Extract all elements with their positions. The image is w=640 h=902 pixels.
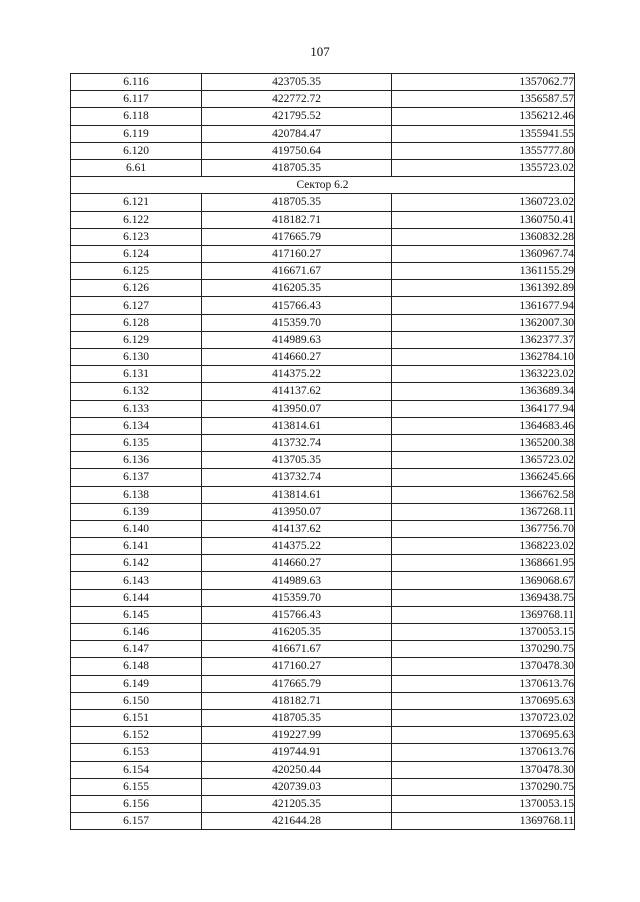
point-number-cell: 6.150	[71, 692, 202, 709]
table-row	[71, 795, 575, 812]
sector-label: Сектор 6.2	[71, 177, 575, 194]
point-number-cell: 6.151	[71, 709, 202, 726]
point-number-cell: 6.127	[71, 297, 202, 314]
y-coordinate-cell: 1356587.57	[392, 91, 575, 108]
table-row	[71, 331, 575, 348]
x-coordinate-cell: 418705.35	[202, 709, 392, 726]
y-coordinate-cell: 1360750.41	[392, 211, 575, 228]
point-number-cell: 6.123	[71, 228, 202, 245]
x-coordinate-cell: 417160.27	[202, 245, 392, 262]
x-coordinate-cell: 414660.27	[202, 349, 392, 366]
point-number-cell: 6.138	[71, 486, 202, 503]
y-coordinate-cell: 1370290.75	[392, 641, 575, 658]
y-coordinate-cell: 1367268.11	[392, 503, 575, 520]
table-row	[71, 434, 575, 451]
table-row	[71, 383, 575, 400]
point-number-cell: 6.137	[71, 469, 202, 486]
point-number-cell: 6.145	[71, 606, 202, 623]
y-coordinate-cell: 1365723.02	[392, 452, 575, 469]
x-coordinate-cell: 414989.63	[202, 331, 392, 348]
point-number-cell: 6.135	[71, 434, 202, 451]
table-row	[71, 74, 575, 91]
table-row	[71, 452, 575, 469]
y-coordinate-cell: 1357062.77	[392, 74, 575, 91]
point-number-cell: 6.118	[71, 108, 202, 125]
y-coordinate-cell: 1364177.94	[392, 400, 575, 417]
table-body-after-sector	[71, 194, 575, 830]
x-coordinate-cell: 413950.07	[202, 503, 392, 520]
table-row	[71, 709, 575, 726]
point-number-cell: 6.124	[71, 245, 202, 262]
table-row	[71, 417, 575, 434]
x-coordinate-cell: 414137.62	[202, 383, 392, 400]
point-number-cell: 6.155	[71, 778, 202, 795]
point-number-cell: 6.129	[71, 331, 202, 348]
table-row	[71, 469, 575, 486]
table-row	[71, 125, 575, 142]
point-number-cell: 6.152	[71, 727, 202, 744]
table-row	[71, 91, 575, 108]
x-coordinate-cell: 416671.67	[202, 641, 392, 658]
table-row	[71, 297, 575, 314]
point-number-cell: 6.136	[71, 452, 202, 469]
x-coordinate-cell: 414660.27	[202, 555, 392, 572]
y-coordinate-cell: 1362377.37	[392, 331, 575, 348]
point-number-cell: 6.153	[71, 744, 202, 761]
point-number-cell: 6.116	[71, 74, 202, 91]
x-coordinate-cell: 420739.03	[202, 778, 392, 795]
y-coordinate-cell: 1369768.11	[392, 813, 575, 830]
x-coordinate-cell: 418182.71	[202, 211, 392, 228]
table-row	[71, 520, 575, 537]
y-coordinate-cell: 1368223.02	[392, 538, 575, 555]
y-coordinate-cell: 1370053.15	[392, 795, 575, 812]
x-coordinate-cell: 413705.35	[202, 452, 392, 469]
y-coordinate-cell: 1361392.89	[392, 280, 575, 297]
table-body-before-sector	[71, 74, 575, 177]
point-number-cell: 6.143	[71, 572, 202, 589]
point-number-cell: 6.122	[71, 211, 202, 228]
point-number-cell: 6.157	[71, 813, 202, 830]
y-coordinate-cell: 1363689.34	[392, 383, 575, 400]
table-row	[71, 727, 575, 744]
x-coordinate-cell: 419744.91	[202, 744, 392, 761]
y-coordinate-cell: 1369438.75	[392, 589, 575, 606]
sector-header-body	[71, 177, 575, 194]
point-number-cell: 6.148	[71, 658, 202, 675]
x-coordinate-cell: 414375.22	[202, 366, 392, 383]
x-coordinate-cell: 417665.79	[202, 228, 392, 245]
x-coordinate-cell: 413814.61	[202, 486, 392, 503]
table-row	[71, 658, 575, 675]
x-coordinate-cell: 414375.22	[202, 538, 392, 555]
point-number-cell: 6.126	[71, 280, 202, 297]
point-number-cell: 6.149	[71, 675, 202, 692]
x-coordinate-cell: 415359.70	[202, 589, 392, 606]
point-number-cell: 6.144	[71, 589, 202, 606]
y-coordinate-cell: 1362784.10	[392, 349, 575, 366]
x-coordinate-cell: 414137.62	[202, 520, 392, 537]
x-coordinate-cell: 417665.79	[202, 675, 392, 692]
y-coordinate-cell: 1361677.94	[392, 297, 575, 314]
y-coordinate-cell: 1370290.75	[392, 778, 575, 795]
y-coordinate-cell: 1370053.15	[392, 624, 575, 641]
y-coordinate-cell: 1370695.63	[392, 727, 575, 744]
table-row	[71, 400, 575, 417]
x-coordinate-cell: 417160.27	[202, 658, 392, 675]
table-row	[71, 366, 575, 383]
x-coordinate-cell: 416205.35	[202, 624, 392, 641]
y-coordinate-cell: 1370478.30	[392, 761, 575, 778]
table-row	[71, 211, 575, 228]
y-coordinate-cell: 1370695.63	[392, 692, 575, 709]
table-row	[71, 228, 575, 245]
y-coordinate-cell: 1367756.70	[392, 520, 575, 537]
y-coordinate-cell: 1365200.38	[392, 434, 575, 451]
x-coordinate-cell: 420784.47	[202, 125, 392, 142]
table-row	[71, 486, 575, 503]
y-coordinate-cell: 1370613.76	[392, 675, 575, 692]
point-number-cell: 6.125	[71, 263, 202, 280]
y-coordinate-cell: 1355723.02	[392, 159, 575, 176]
table-row	[71, 503, 575, 520]
x-coordinate-cell: 415766.43	[202, 606, 392, 623]
table-row	[71, 194, 575, 211]
y-coordinate-cell: 1369068.67	[392, 572, 575, 589]
y-coordinate-cell: 1356212.46	[392, 108, 575, 125]
x-coordinate-cell: 422772.72	[202, 91, 392, 108]
table-row	[71, 349, 575, 366]
point-number-cell: 6.146	[71, 624, 202, 641]
y-coordinate-cell: 1366245.66	[392, 469, 575, 486]
y-coordinate-cell: 1361155.29	[392, 263, 575, 280]
point-number-cell: 6.120	[71, 142, 202, 159]
point-number-cell: 6.133	[71, 400, 202, 417]
table-row	[71, 744, 575, 761]
point-number-cell: 6.132	[71, 383, 202, 400]
x-coordinate-cell: 413732.74	[202, 434, 392, 451]
y-coordinate-cell: 1360967.74	[392, 245, 575, 262]
point-number-cell: 6.128	[71, 314, 202, 331]
y-coordinate-cell: 1368661.95	[392, 555, 575, 572]
table-row	[71, 606, 575, 623]
table-row	[71, 280, 575, 297]
point-number-cell: 6.134	[71, 417, 202, 434]
point-number-cell: 6.130	[71, 349, 202, 366]
table-row	[71, 692, 575, 709]
table-row	[71, 108, 575, 125]
table-row	[71, 641, 575, 658]
y-coordinate-cell: 1370613.76	[392, 744, 575, 761]
table-row	[71, 159, 575, 176]
table-row	[71, 142, 575, 159]
x-coordinate-cell: 419750.64	[202, 142, 392, 159]
point-number-cell: 6.140	[71, 520, 202, 537]
y-coordinate-cell: 1355777.80	[392, 142, 575, 159]
x-coordinate-cell: 416205.35	[202, 280, 392, 297]
point-number-cell: 6.154	[71, 761, 202, 778]
point-number-cell: 6.141	[71, 538, 202, 555]
table-row	[71, 572, 575, 589]
x-coordinate-cell: 415766.43	[202, 297, 392, 314]
y-coordinate-cell: 1369768.11	[392, 606, 575, 623]
x-coordinate-cell: 418705.35	[202, 194, 392, 211]
coordinates-table	[70, 73, 575, 830]
table-row	[71, 589, 575, 606]
table-row	[71, 624, 575, 641]
point-number-cell: 6.147	[71, 641, 202, 658]
x-coordinate-cell: 415359.70	[202, 314, 392, 331]
y-coordinate-cell: 1360832.28	[392, 228, 575, 245]
table-row	[71, 555, 575, 572]
table-row	[71, 813, 575, 830]
table-row	[71, 245, 575, 262]
x-coordinate-cell: 420250.44	[202, 761, 392, 778]
table-row	[71, 538, 575, 555]
x-coordinate-cell: 419227.99	[202, 727, 392, 744]
table-row	[71, 761, 575, 778]
x-coordinate-cell: 418182.71	[202, 692, 392, 709]
y-coordinate-cell: 1370723.02	[392, 709, 575, 726]
y-coordinate-cell: 1364683.46	[392, 417, 575, 434]
point-number-cell: 6.119	[71, 125, 202, 142]
y-coordinate-cell: 1360723.02	[392, 194, 575, 211]
x-coordinate-cell: 423705.35	[202, 74, 392, 91]
point-number-cell: 6.61	[71, 159, 202, 176]
table-row	[71, 778, 575, 795]
x-coordinate-cell: 421644.28	[202, 813, 392, 830]
point-number-cell: 6.139	[71, 503, 202, 520]
table-row	[71, 675, 575, 692]
page-number: 107	[310, 44, 330, 59]
x-coordinate-cell: 416671.67	[202, 263, 392, 280]
table-row	[71, 263, 575, 280]
point-number-cell: 6.156	[71, 795, 202, 812]
x-coordinate-cell: 418705.35	[202, 159, 392, 176]
y-coordinate-cell: 1370478.30	[392, 658, 575, 675]
x-coordinate-cell: 413814.61	[202, 417, 392, 434]
y-coordinate-cell: 1355941.55	[392, 125, 575, 142]
x-coordinate-cell: 413732.74	[202, 469, 392, 486]
sector-row	[71, 177, 575, 194]
y-coordinate-cell: 1363223.02	[392, 366, 575, 383]
x-coordinate-cell: 414989.63	[202, 572, 392, 589]
point-number-cell: 6.131	[71, 366, 202, 383]
point-number-cell: 6.121	[71, 194, 202, 211]
table-row	[71, 314, 575, 331]
y-coordinate-cell: 1366762.58	[392, 486, 575, 503]
x-coordinate-cell: 421795.52	[202, 108, 392, 125]
x-coordinate-cell: 421205.35	[202, 795, 392, 812]
x-coordinate-cell: 413950.07	[202, 400, 392, 417]
point-number-cell: 6.117	[71, 91, 202, 108]
point-number-cell: 6.142	[71, 555, 202, 572]
y-coordinate-cell: 1362007.30	[392, 314, 575, 331]
